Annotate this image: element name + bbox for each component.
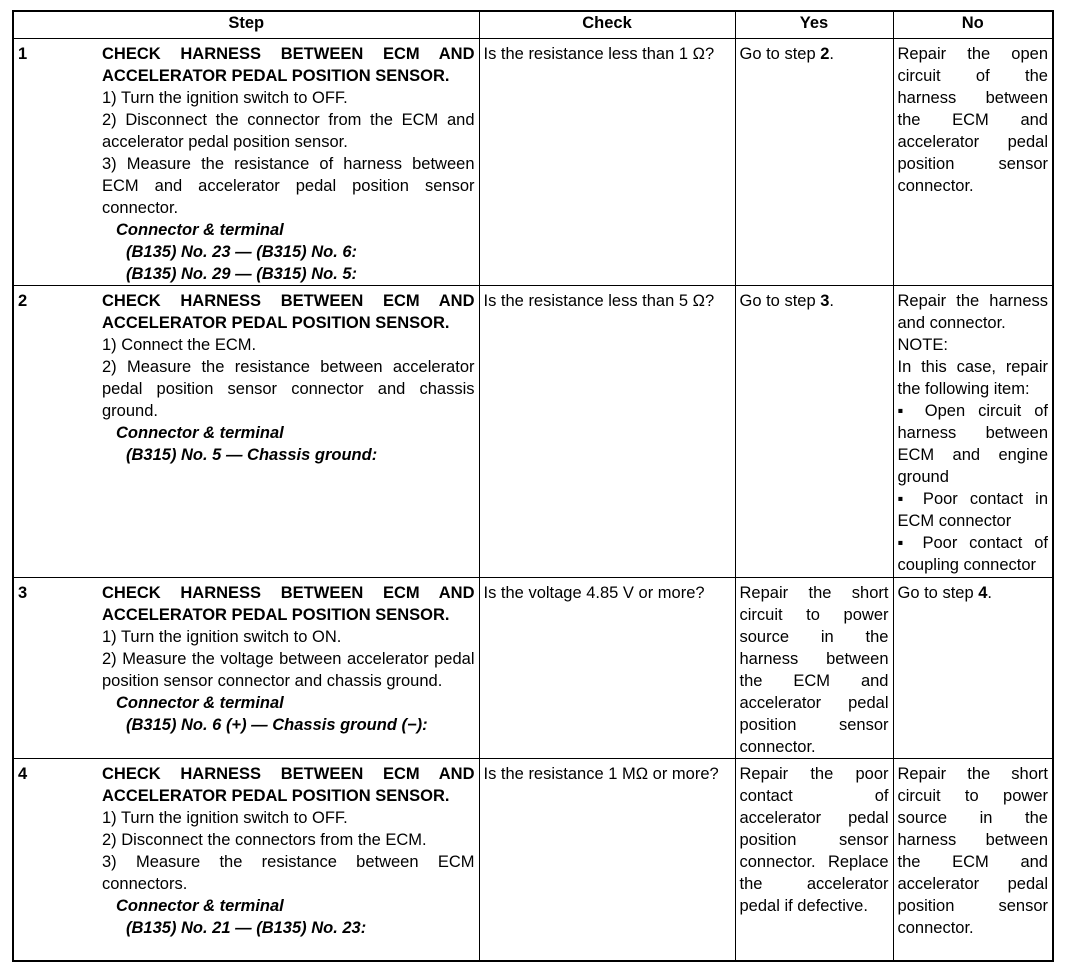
yes-cell: [735, 39, 893, 286]
check-cell: Is the resistance less than 1 Ω?: [479, 39, 735, 286]
note-label: NOTE:: [897, 336, 948, 354]
step-number: 3: [18, 584, 28, 602]
connector-terminal-label: Connector & terminal: [116, 424, 284, 442]
check-cell: Is the voltage 4.85 V or more?: [479, 578, 735, 759]
step-title: CHECK HARNESS BETWEEN ECM AND ACCELERATOR PEDAL POSITION SENSOR.: [102, 45, 475, 85]
note-bullet: ▪ Poor contact in ECM connector: [897, 490, 1048, 530]
no-cell: Repair the open circuit of the harness between the ECM and accelerator pedal position sensor connector.: [893, 39, 1053, 286]
no-text: Go to step: [897, 584, 979, 602]
connector-terminal-item: (B135) No. 23 — (B315) No. 6:: [126, 243, 358, 261]
connector-terminal-label: Connector & terminal: [116, 897, 284, 915]
no-suffix: .: [987, 584, 992, 602]
step-cell: [13, 759, 479, 961]
step-number: 1: [18, 45, 28, 63]
step-instruction: 3) Measure the resistance of harness between ECM and accelerator pedal position sensor connector.: [102, 155, 475, 217]
connector-terminal-item: (B135) No. 21 — (B135) No. 23:: [126, 919, 367, 937]
step-instruction: 1) Turn the ignition switch to OFF.: [102, 89, 348, 107]
step-instruction: 1) Turn the ignition switch to OFF.: [102, 809, 348, 827]
table-row: [13, 286, 1053, 578]
yes-step-ref: 3: [820, 292, 830, 310]
connector-terminal-item: (B315) No. 6 (+) — Chassis ground (−):: [126, 716, 428, 734]
step-instruction: 1) Connect the ECM.: [102, 336, 257, 354]
step-title: CHECK HARNESS BETWEEN ECM AND ACCELERATOR PEDAL POSITION SENSOR.: [102, 292, 475, 332]
yes-text: Go to step: [739, 45, 821, 63]
no-cell: [893, 578, 1053, 759]
header-yes: Yes: [735, 11, 893, 39]
header-no: No: [893, 11, 1053, 39]
step-title: CHECK HARNESS BETWEEN ECM AND ACCELERATOR PEDAL POSITION SENSOR.: [102, 584, 475, 624]
no-cell: Repair the short circuit to power source in the harness between the ECM and accelerator pedal position sensor connector.: [893, 759, 1053, 961]
step-instruction: 2) Disconnect the connectors from the ECM.: [102, 831, 427, 849]
check-cell: Is the resistance less than 5 Ω?: [479, 286, 735, 578]
note-bullet: ▪ Open circuit of harness between ECM and engine ground: [897, 402, 1048, 486]
no-step-ref: 4: [978, 584, 988, 602]
step-instruction: 3) Measure the resistance between ECM connectors.: [102, 853, 475, 893]
yes-cell: Repair the short circuit to power source in the harness between the ECM and accelerator pedal position sensor connector.: [735, 578, 893, 759]
connector-terminal-label: Connector & terminal: [116, 221, 284, 239]
table-row: [13, 578, 1053, 759]
yes-cell: [735, 286, 893, 578]
step-cell: [13, 286, 479, 578]
connector-terminal-item: (B315) No. 5 — Chassis ground:: [126, 446, 378, 464]
step-instruction: 1) Turn the ignition switch to ON.: [102, 628, 342, 646]
step-cell: [13, 39, 479, 286]
connector-terminal-item: (B135) No. 29 — (B315) No. 5:: [126, 265, 358, 283]
yes-suffix: .: [829, 292, 834, 310]
yes-step-ref: 2: [820, 45, 830, 63]
no-cell: [893, 286, 1053, 578]
step-instruction: 2) Measure the resistance between accelerator pedal position sensor connector and chassis ground.: [102, 358, 475, 420]
diagnostic-table: [12, 10, 1054, 962]
yes-cell: Repair the poor contact of accelerator pedal position sensor connector. Replace the accelerator pedal if defective.: [735, 759, 893, 961]
yes-text: Go to step: [739, 292, 821, 310]
no-main-text: Repair the harness and connector.: [897, 292, 1048, 332]
table-row: [13, 39, 1053, 286]
step-number: 4: [18, 765, 28, 783]
header-row: [13, 11, 1053, 39]
header-step: Step: [13, 11, 479, 39]
step-instruction: 2) Measure the voltage between accelerator pedal position sensor connector and chassis ground.: [102, 650, 475, 690]
note-text: In this case, repair the following item:: [897, 358, 1048, 398]
yes-suffix: .: [829, 45, 834, 63]
note-bullet: ▪ Poor contact of coupling connector: [897, 534, 1048, 574]
check-cell: Is the resistance 1 MΩ or more?: [479, 759, 735, 961]
step-cell: [13, 578, 479, 759]
connector-terminal-label: Connector & terminal: [116, 694, 284, 712]
header-check: Check: [479, 11, 735, 39]
step-title: CHECK HARNESS BETWEEN ECM AND ACCELERATOR PEDAL POSITION SENSOR.: [102, 765, 475, 805]
table-row: [13, 759, 1053, 961]
step-number: 2: [18, 292, 28, 310]
step-instruction: 2) Disconnect the connector from the ECM and accelerator pedal position sensor.: [102, 111, 475, 151]
